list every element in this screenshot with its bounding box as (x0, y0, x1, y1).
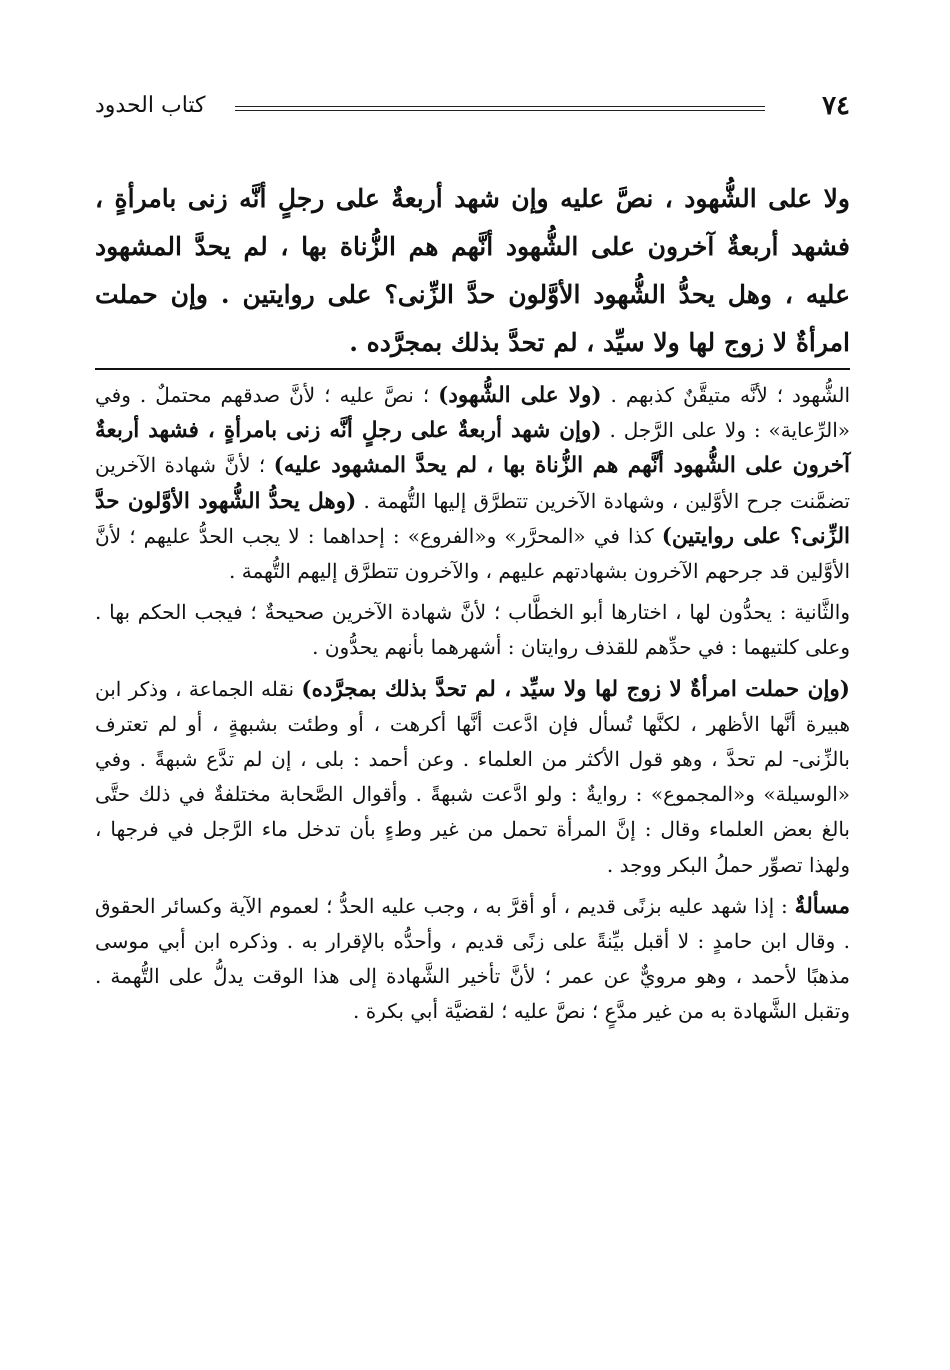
quoted-matn: (وإن شهد أربعةٌ على رجلٍ أنَّه زنى بامرأةٍ ، فشهد أربعةٌ آخرون على الشُّهود أنَّهم هم الزُّناة بها ، لم يحدَّ المشهود عليه) (95, 418, 850, 479)
quoted-matn: (وإن حملت امرأةٌ لا زوج لها ولا سيِّد ، لم تحدَّ بذلك بمجرَّده) (301, 676, 850, 702)
header-rule (235, 106, 765, 111)
book-title: كتاب الحدود (95, 93, 206, 118)
commentary-text: نقله الجماعة ، وذكر ابن هبيرة أنَّها الأظهر ، لكنَّها تُسأل فإن ادَّعت أنَّها أكرهت ، أو وطئت بشبهةٍ ، أو لم تعترف بالزِّنى- لم تحدَّ ، وهو قول الأكثر من العلماء . وعن أحمد : بلى ، إن لم تدَّع شبهةً . وفي «الوسيلة» و«المجموع» : روايةٌ : ولو ادَّعت شبهةً . وأقوال الصَّحابة مختلفةٌ في ذلك حتَّى بالغ بعض العلماء وقال : إنَّ المرأة تحمل من غير وطءٍ بأن تدخل ماء الرَّجل في فرجها ، ولهذا تصوِّر حملُ البكر ووجد . (95, 676, 850, 877)
commentary-block (95, 378, 850, 1030)
commentary-text: الشُّهود ؛ لأنَّه متيقَّنٌ كذبهم . (601, 383, 851, 407)
commentary-text: ؛ لأنَّ شهادة الآخرين تضمَّنت جرح الأوَّلين ، وشهادة الآخرين تتطرَّق إليها التُّهمة . (95, 453, 850, 513)
commentary-paragraph-1 (95, 378, 850, 589)
quoted-matn: (ولا على الشُّهود) (438, 383, 602, 408)
commentary-paragraph-3 (95, 672, 850, 883)
matn-commentary-divider (95, 368, 850, 370)
commentary-text: : إذا شهد عليه بزنًى قديم ، أو أقرَّ به ، وجب عليه الحدُّ ؛ لعموم الآية وكسائر الحقوق . وقال ابن حامدٍ : لا أقبل بيِّنةً على زنًى قديم ، وأحدُّه بالإقرار به . وذكره ابن أبي موسى مذهبًا لأحمد ، وهو مرويٌّ عن عمر ؛ لأنَّ تأخير الشَّهادة إلى هذا الوقت يدلُّ على التُّهمة . وتقبل الشَّهادة به من غير مدَّعٍ ؛ نصَّ عليه ؛ لقضيَّة أبي بكرة . (95, 893, 850, 1024)
quoted-matn: (وهل يحدُّ الشُّهود الأوَّلون حدَّ الزِّنى؟ على روايتين) (95, 488, 850, 549)
running-header (95, 88, 850, 128)
commentary-text: ؛ نصَّ عليه ؛ لأنَّ صدقهم محتملٌ . وفي «الرِّعاية» : ولا على الرَّجل . (95, 383, 850, 443)
matn-text-block (95, 175, 850, 367)
commentary-paragraph-4 (95, 889, 850, 1030)
matn-paragraph: ولا على الشُّهود ، نصَّ عليه وإن شهد أربعةٌ على رجلٍ أنَّه زنى بامرأةٍ ، فشهد أربعةٌ آخرون على الشُّهود أنَّهم هم الزُّناة بها ، لم يحدَّ المشهود عليه ، وهل يحدُّ الشُّهود الأوَّلون حدَّ الزِّنى؟ على روايتين . وإن حملت امرأةٌ لا زوج لها ولا سيِّد ، لم تحدَّ بذلك بمجرَّده . (95, 184, 850, 357)
page-number: ٧٤ (822, 91, 850, 121)
commentary-text: كذا في «المحرَّر» و«الفروع» : إحداهما : لا يجب الحدُّ عليهم ؛ لأنَّ الأوَّلين قد جرحهم الآخرون بشهادتهم عليهم ، والآخرون تتطرَّق إليهم التُّهمة . (95, 523, 850, 584)
commentary-paragraph-2: والثَّانية : يحدُّون لها ، اختارها أبو الخطَّاب ؛ لأنَّ شهادة الآخرين صحيحةٌ ؛ فيجب الحكم بها . وعلى كلتيهما : في حدِّهم للقذف روايتان : أشهرهما بأنهم يحدُّون . (95, 600, 850, 660)
issue-heading: مسألةٌ (794, 893, 850, 919)
